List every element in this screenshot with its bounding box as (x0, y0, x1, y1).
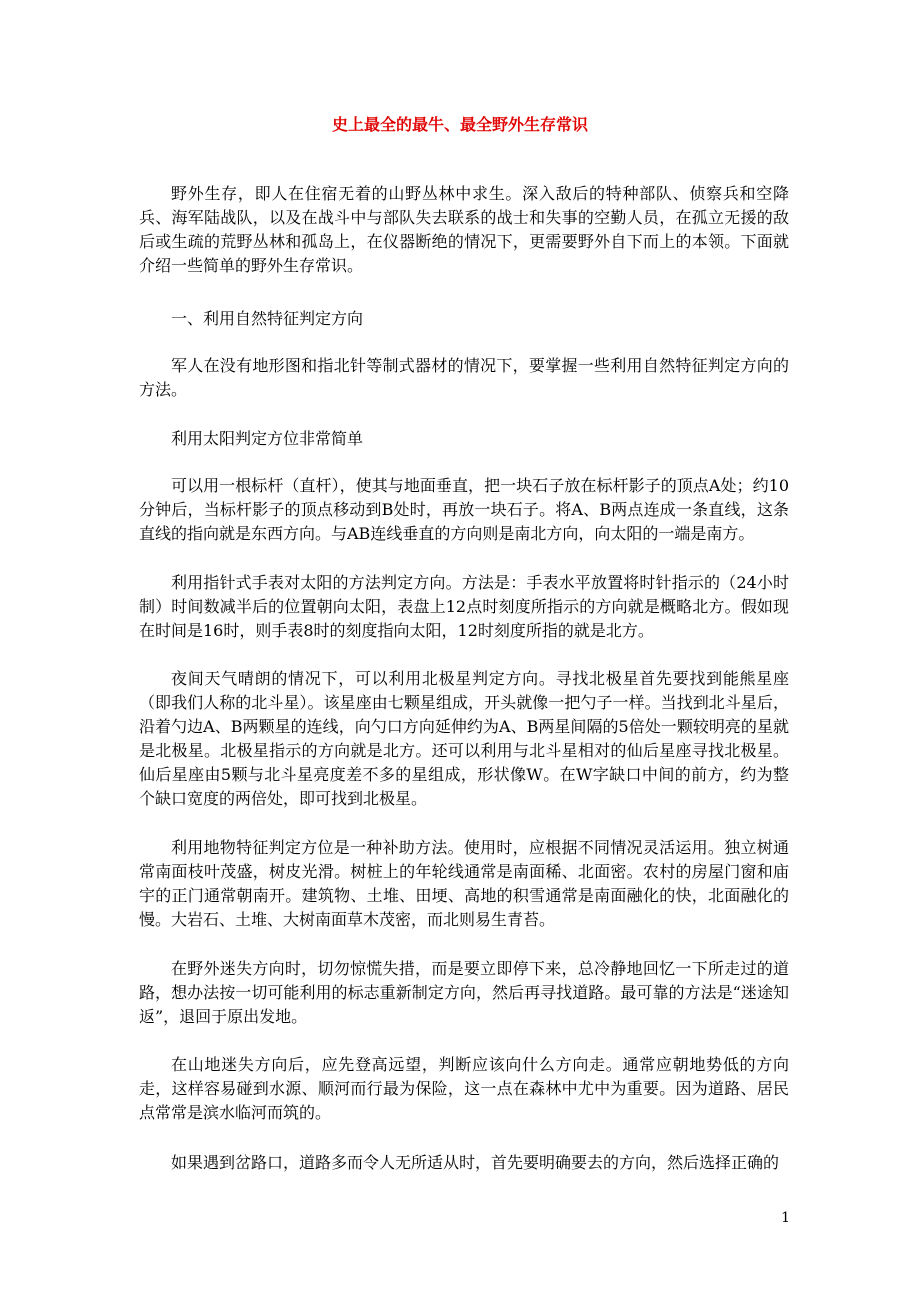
paragraph-intro: 野外生存，即人在住宿无着的山野丛林中求生。深入敌后的特种部队、侦察兵和空降兵、海军陆战队，以及在战斗中与部队失去联系的战士和失事的空勤人员，在孤立无援的敌后或生疏的荒野丛林和孤岛上，在仪器断绝的情况下，更需要野外自下而上的本领。下面就介绍一些简单的野外生存常识。 (139, 184, 789, 275)
document-title: 史上最全的最牛、最全野外生存常识 (331, 115, 588, 134)
paragraph-military-methods: 军人在没有地形图和指北针等制式器材的情况下，要掌握一些利用自然特征判定方向的方法。 (139, 356, 789, 399)
page-number: 1 (781, 1210, 790, 1226)
subheading-sun-direction: 利用太阳判定方位非常简单 (171, 429, 364, 448)
paragraph-pole-shadow: 可以用一根标杆（直杆），使其与地面垂直，把一块石子放在标杆影子的顶点A处；约10分钟后，当标杆影子的顶点移动到B处时，再放一块石子。将A、B两点连成一条直线，这条直线的指向就是东西方向。与AB连线垂直的方向则是南北方向，向太阳的一端是南方。 (139, 476, 789, 543)
paragraph-north-star: 夜间天气晴朗的情况下，可以利用北极星判定方向。寻找北极星首先要找到能熊星座（即我们人称的北斗星）。该星座由七颗星组成，开头就像一把勺子一样。当找到北斗星后，沿着勺边A、B两颗星的连线，向勺口方向延伸约为A、B两星间隔的5倍处一颗较明亮的星就是北极星。北极星指示的方向就是北方。还可以利用与北斗星相对的仙后星座寻找北极星。仙后星座由5颗与北斗星亮度差不多的星组成，形状像W。在W字缺口中间的前方，约为整个缺口宽度的两倍处，即可找到北极星。 (139, 669, 789, 808)
section-heading-natural-features: 一、利用自然特征判定方向 (171, 309, 364, 328)
paragraph-watch-method: 利用指针式手表对太阳的方法判定方向。方法是：手表水平放置将时针指示的（24小时制）时间数减半后的位置朝向太阳，表盘上12点时刻度所指示的方向就是概略北方。假如现在时间是16时，则手表8时的刻度指向太阳，12时刻度所指的就是北方。 (139, 573, 789, 640)
paragraph-lost-direction: 在野外迷失方向时，切勿惊慌失措，而是要立即停下来，总冷静地回忆一下所走过的道路，想办法按一切可能利用的标志重新制定方向，然后再寻找道路。最可靠的方法是“迷途知返”，退回于原出发地。 (139, 959, 789, 1026)
paragraph-crossroads: 如果遇到岔路口，道路多而令人无所适从时，首先要明确要去的方向，然后选择正确的 (171, 1153, 780, 1172)
paragraph-mountain-lost: 在山地迷失方向后，应先登高远望，判断应该向什么方向走。通常应朝地势低的方向走，这样容易碰到水源、顺河而行最为保险，这一点在森林中尤中为重要。因为道路、居民点常常是滨水临河而筑的。 (139, 1055, 789, 1122)
paragraph-landmark-features: 利用地物特征判定方位是一种补助方法。使用时，应根据不同情况灵活运用。独立树通常南面枝叶茂盛，树皮光滑。树桩上的年轮线通常是南面稀、北面密。农村的房屋门窗和庙宇的正门通常朝南开。建筑物、土堆、田埂、高地的积雪通常是南面融化的快，北面融化的慢。大岩石、土堆、大树南面草木茂密，而北则易生青苔。 (139, 838, 789, 929)
